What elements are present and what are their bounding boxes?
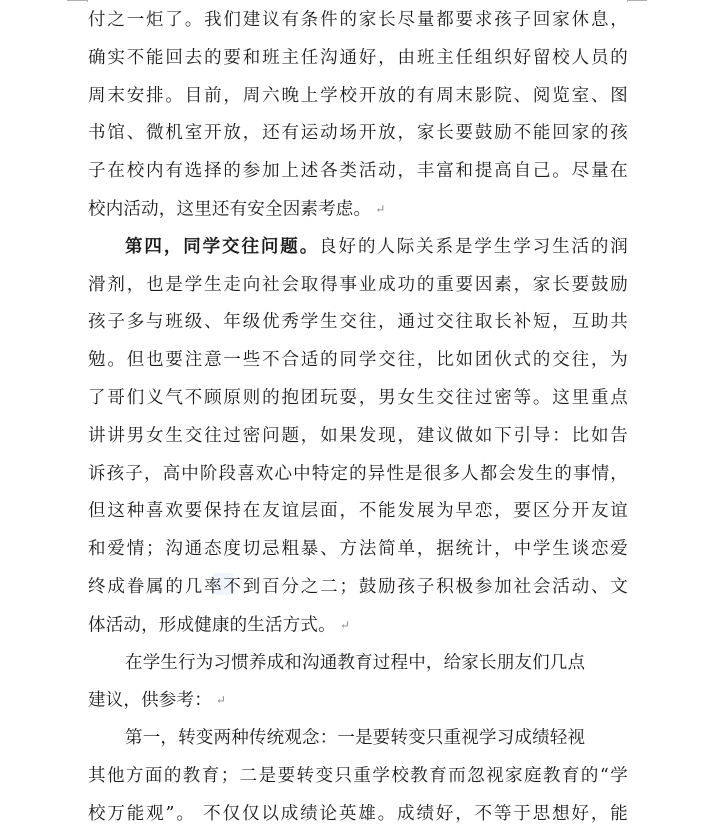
text-line: 在学生行为习惯养成和沟通教育过程中，给家长朋友们几点 bbox=[125, 652, 586, 673]
text-line: 书馆、微机室开放，还有运动场开放，家长要鼓励不能回家的孩 bbox=[88, 123, 628, 144]
text-line: 但这种喜欢要保持在友谊层面，不能发展为早恋，要区分开友谊 bbox=[88, 501, 628, 522]
section-heading: 第四，同学交往问题。 bbox=[125, 236, 320, 257]
text-line: 确实不能回去的要和班主任沟通好，由班主任组织好留校人员的 bbox=[88, 47, 628, 68]
text-line: 付之一炬了。我们建议有条件的家长尽量都要求孩子回家休息， bbox=[88, 10, 628, 30]
text-line: 和爱情；沟通态度切忌粗暴、方法简单，据统计，中学生谈恋爱 bbox=[88, 539, 628, 560]
page-corner-mark-right bbox=[627, 0, 647, 1]
page-corner-mark-left bbox=[67, 0, 87, 1]
paragraph-mark-icon: ↵ bbox=[375, 201, 386, 216]
paragraph-mark-icon: ↵ bbox=[215, 693, 227, 708]
paragraph-mark-icon: ↵ bbox=[339, 617, 351, 632]
text-line: 滑剂，也是学生走向社会取得事业成功的重要因素，家长要鼓励 bbox=[88, 274, 628, 295]
text-line: 校内活动，这里还有安全因素考虑。 ↵ bbox=[88, 199, 386, 220]
text-line: 诉孩子，高中阶段喜欢心中特定的异性是很多人都会发生的事情， bbox=[88, 463, 628, 484]
text-line: 建议，供参考： ↵ bbox=[88, 690, 227, 711]
text-line: 第四，同学交往问题。良好的人际关系是学生学习生活的润 bbox=[125, 236, 629, 257]
text-line: 第一，转变两种传统观念：一是要转变只重视学习成绩轻视 bbox=[125, 728, 586, 749]
text-line: 周末安排。目前，周六晚上学校开放的有周末影院、阅览室、图 bbox=[88, 85, 628, 106]
text-line: 校万能观”。 不仅仅以成绩论英雄。成绩好，不等于思想好，能 bbox=[88, 803, 628, 824]
text-line: 讲讲男女生交往过密问题，如果发现，建议做如下引导：比如告 bbox=[88, 425, 628, 446]
text-line: 终成眷属的几率不到百分之二；鼓励孩子积极参加社会活动、文 bbox=[88, 576, 628, 597]
document-body bbox=[88, 2, 628, 825]
text-line: 孩子多与班级、年级优秀学生交往，通过交往取长补短，互助共 bbox=[88, 312, 628, 333]
text-line: 子在校内有选择的参加上述各类活动，丰富和提高自己。尽量在 bbox=[88, 161, 628, 182]
text-line: 其他方面的教育；二是要转变只重学校教育而忽视家庭教育的“学 bbox=[88, 765, 628, 786]
text-line: 体活动，形成健康的生活方式。 ↵ bbox=[88, 615, 351, 636]
text-line: 勉。但也要注意一些不合适的同学交往，比如团伙式的交往，为 bbox=[88, 350, 628, 371]
text-line: 了哥们义气不顾原则的抱团玩耍，男女生交往过密等。这里重点 bbox=[88, 387, 628, 408]
